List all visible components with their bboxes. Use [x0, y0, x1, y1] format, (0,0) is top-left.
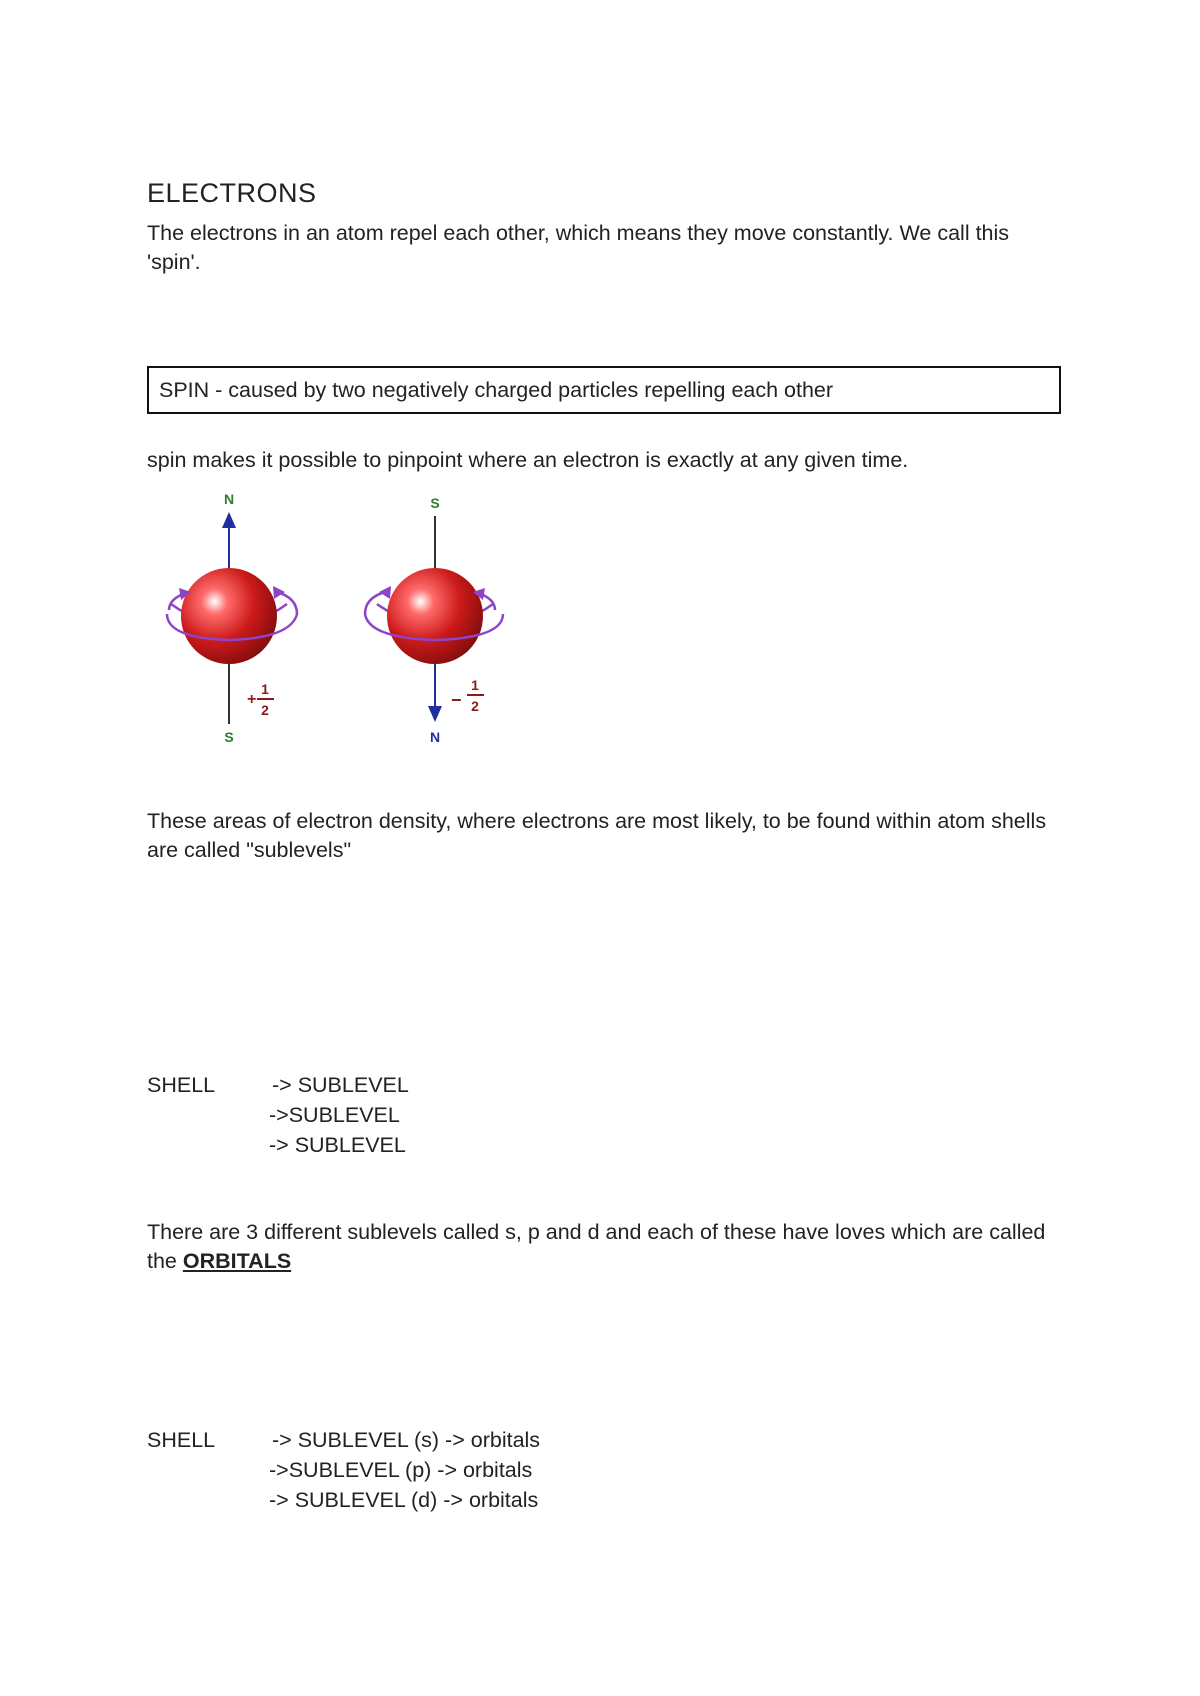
spin-up-electron [167, 491, 297, 745]
left-bottom-pole-label: S [224, 729, 234, 745]
shell-label: SHELL [147, 1073, 216, 1097]
sublevel-branch: -> SUBLEVEL (s) -> orbitals [272, 1428, 541, 1452]
tree-row [147, 1455, 533, 1485]
tree-row [147, 1425, 541, 1455]
left-up-arrowhead [222, 512, 236, 528]
right-fraction-numerator: 1 [471, 677, 479, 693]
sublevels-paragraph: These areas of electron density, where electrons are most likely, to be found within atom shells are called "sublevels" [147, 809, 1047, 862]
left-orbit-arrow-right [273, 586, 285, 599]
left-spin-sign: + [247, 691, 257, 708]
spin-statement: spin makes it possible to pinpoint where an electron is exactly at any given time. [147, 448, 909, 472]
left-fraction-numerator: 1 [261, 681, 269, 697]
right-bottom-pole-label: N [429, 729, 441, 745]
tree-row [147, 1485, 539, 1515]
spin-down-electron [365, 495, 503, 745]
orbitals-paragraph-text: There are 3 different sublevels called s, p and d and each of these have loves which are called the [147, 1220, 1046, 1273]
sublevel-branch: ->SUBLEVEL [269, 1103, 400, 1127]
sublevel-branch: -> SUBLEVEL (d) -> orbitals [269, 1488, 539, 1512]
right-electron-sphere [387, 568, 483, 664]
shell-sublevel-orbital-tree [147, 1425, 541, 1515]
right-fraction-denominator: 2 [471, 698, 479, 714]
shell-sublevel-tree [147, 1070, 409, 1160]
sublevel-branch: ->SUBLEVEL (p) -> orbitals [269, 1458, 533, 1482]
left-top-pole-label: N [223, 491, 235, 507]
intro-paragraph: The electrons in an atom repel each other, which means they move constantly. We call this 'spin'. [147, 221, 1010, 274]
sublevel-branch: -> SUBLEVEL [272, 1073, 409, 1097]
electron-spin-figure [147, 486, 527, 746]
spin-definition-box: SPIN - caused by two negatively charged particles repelling each other [147, 366, 1061, 414]
sublevel-branch: -> SUBLEVEL [269, 1133, 406, 1157]
orbitals-paragraph [147, 1218, 1067, 1276]
left-electron-sphere [181, 568, 277, 664]
tree-row [147, 1130, 406, 1160]
right-orbit-arrow-left [379, 586, 391, 599]
left-fraction-denominator: 2 [261, 702, 269, 718]
right-spin-sign: − [451, 690, 462, 710]
electron-spin-diagram [147, 486, 527, 746]
tree-row [147, 1070, 409, 1100]
orbitals-term: ORBITALS [182, 1249, 292, 1273]
right-down-arrowhead [428, 706, 442, 722]
page-title: ELECTRONS [147, 178, 317, 208]
shell-label: SHELL [147, 1428, 216, 1452]
right-top-pole-label: S [430, 495, 440, 511]
tree-row [147, 1100, 400, 1130]
